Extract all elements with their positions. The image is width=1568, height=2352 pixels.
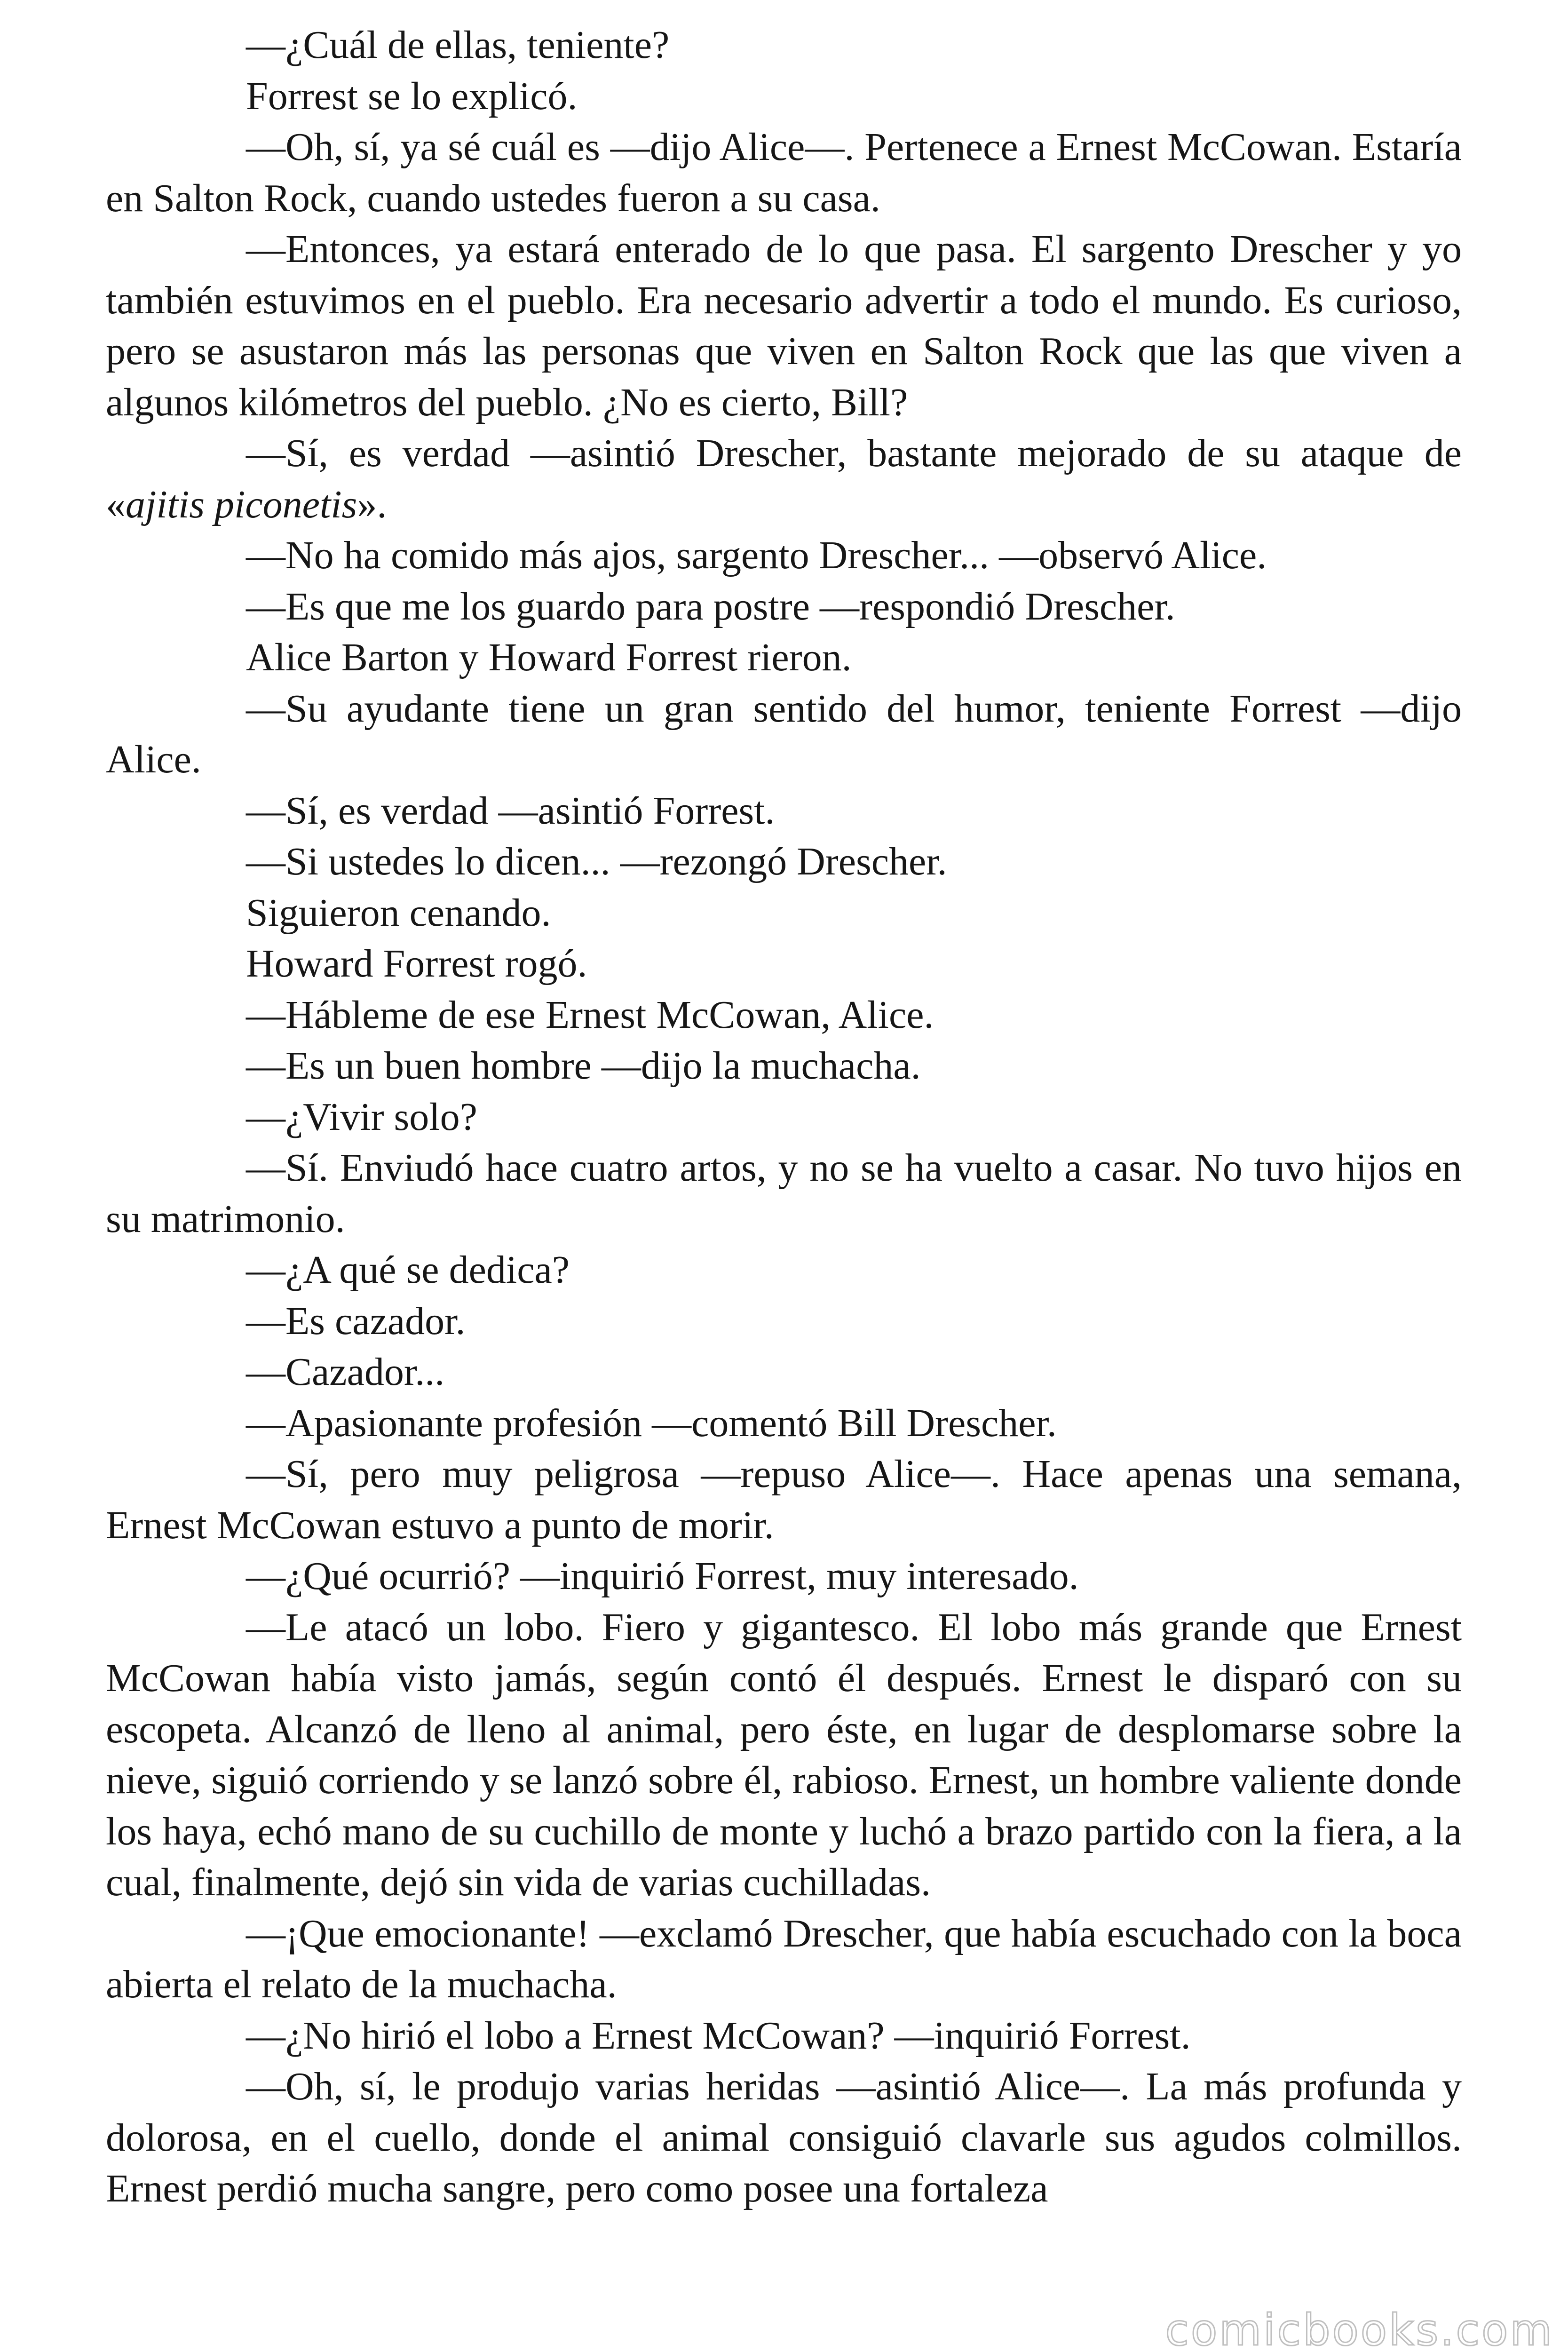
paragraph-21: —Apasionante profesión —comentó Bill Drescher. bbox=[246, 1401, 1057, 1445]
paragraph-22: —Sí, pero muy peligrosa —repuso Alice—. Hace apenas una semana, Ernest McCowan estuvo a punto de morir. bbox=[106, 1452, 1462, 1547]
paragraph-12: Siguieron cenando. bbox=[246, 890, 551, 935]
paragraph-5-lead: —Sí, es verdad —asintió Drescher, bastante mejorado de su ataque de « bbox=[106, 431, 1462, 526]
paragraph-27: —Oh, sí, le produjo varias heridas —asintió Alice—. La más profunda y dolorosa, en el cuello, donde el animal consiguió clavarle sus agudos colmillos. Ernest perdió mucha sangre, pero como posee una fortaleza bbox=[106, 2065, 1462, 2210]
paragraph-15: —Es un buen hombre —dijo la muchacha. bbox=[246, 1044, 921, 1088]
paragraph-26: —¿No hirió el lobo a Ernest McCowan? —inquirió Forrest. bbox=[246, 2013, 1191, 2058]
paragraph-18: —¿A qué se dedica? bbox=[246, 1248, 570, 1292]
paragraph-3: —Oh, sí, ya sé cuál es —dijo Alice—. Pertenece a Ernest McCowan. Estaría en Salton Rock, cuando ustedes fueron a su casa. bbox=[106, 125, 1462, 220]
paragraph-19: —Es cazador. bbox=[246, 1299, 466, 1343]
site-watermark: comicbooks.com bbox=[1165, 2305, 1554, 2352]
paragraph-7: —Es que me los guardo para postre —respondió Drescher. bbox=[246, 584, 1175, 628]
paragraph-10: —Sí, es verdad —asintió Forrest. bbox=[246, 788, 775, 833]
paragraph-5-italic: ajitis piconetis bbox=[126, 482, 357, 526]
paragraph-23: —¿Qué ocurrió? —inquirió Forrest, muy interesado. bbox=[246, 1554, 1079, 1598]
paragraph-11: —Si ustedes lo dicen... —rezongó Drescher. bbox=[246, 840, 947, 883]
paragraph-25: —¡Que emocionante! —exclamó Drescher, que había escuchado con la boca abierta el relato de la muchacha. bbox=[106, 1911, 1462, 2006]
body-text bbox=[106, 20, 1462, 2215]
paragraph-9: —Su ayudante tiene un gran sentido del humor, teniente Forrest —dijo Alice. bbox=[106, 686, 1462, 781]
paragraph-6: —No ha comido más ajos, sargento Drescher... —observó Alice. bbox=[246, 533, 1267, 577]
paragraph-14: —Hábleme de ese Ernest McCowan, Alice. bbox=[246, 993, 934, 1037]
paragraph-20: —Cazador... bbox=[246, 1350, 445, 1394]
paragraph-4: —Entonces, ya estará enterado de lo que pasa. El sargento Drescher y yo también estuvimos en el pueblo. Era necesario advertir a todo el mundo. Es curioso, pero se asustaron más las personas que viven en Salton Rock que las que viven a algunos kilómetros del pueblo. ¿No es cierto, Bill? bbox=[106, 227, 1462, 424]
paragraph-24: —Le atacó un lobo. Fiero y gigantesco. El lobo más grande que Ernest McCowan había visto jamás, según contó él después. Ernest le disparó con su escopeta. Alcanzó de lleno al animal, pero éste, en lugar de desplomarse sobre la nieve, siguió corriendo y se lanzó sobre él, rabioso. Ernest, un hombre valiente donde los haya, echó mano de su cuchillo de monte y luchó a brazo partido con la fiera, a la cual, finalmente, dejó sin vida de varias cuchilladas. bbox=[106, 1605, 1462, 1904]
paragraph-13: Howard Forrest rogó. bbox=[246, 942, 587, 985]
paragraph-5-tail: ». bbox=[357, 482, 387, 526]
paragraph-16: —¿Vivir solo? bbox=[246, 1095, 477, 1139]
paragraph-1: —¿Cuál de ellas, teniente? bbox=[246, 23, 670, 67]
paragraph-5 bbox=[106, 428, 1462, 530]
paragraph-8: Alice Barton y Howard Forrest rieron. bbox=[246, 636, 852, 679]
paragraph-17: —Sí. Enviudó hace cuatro artos, y no se ha vuelto a casar. No tuvo hijos en su matrimonio. bbox=[106, 1146, 1462, 1241]
paragraph-2: Forrest se lo explicó. bbox=[246, 74, 578, 118]
